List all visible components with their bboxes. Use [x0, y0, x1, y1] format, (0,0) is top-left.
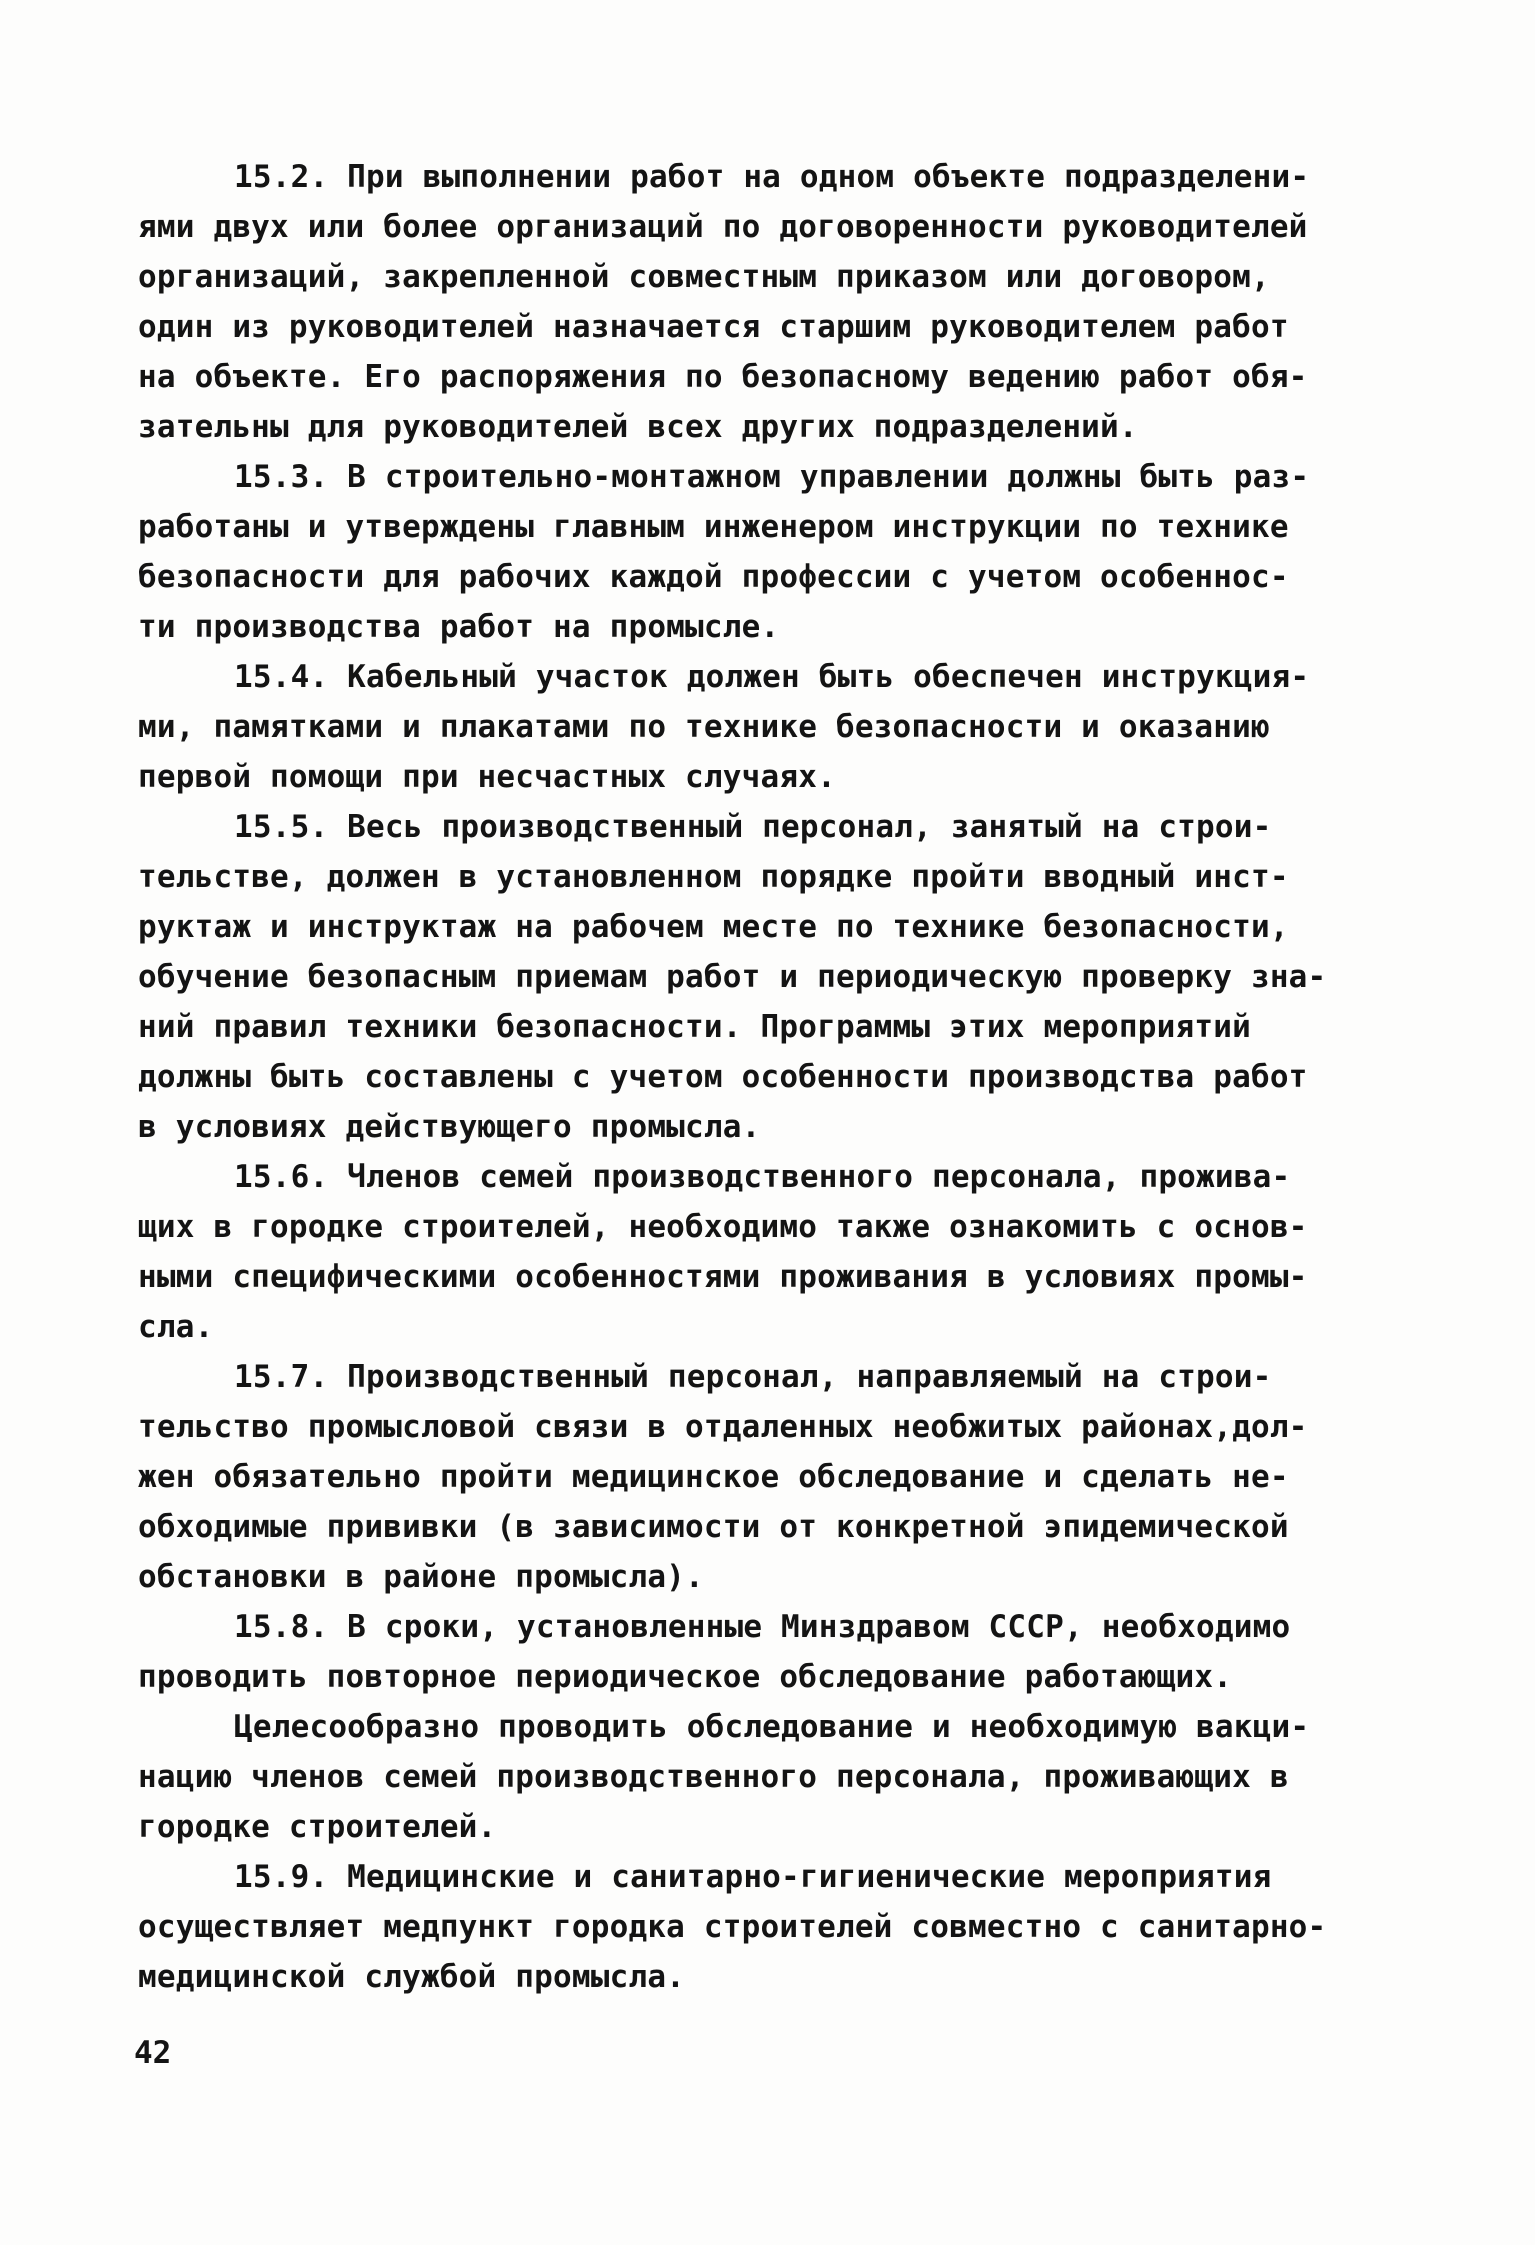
- text-line: обстановки в районе промысла).: [138, 1559, 704, 1595]
- text-line: щих в городке строителей, необходимо также ознакомить с основ-: [138, 1209, 1308, 1245]
- text-line: жен обязательно пройти медицинское обследование и сделать не-: [138, 1459, 1289, 1495]
- text-line: безопасности для рабочих каждой профессии с учетом особеннос-: [138, 559, 1289, 595]
- text-line: ными специфическими особенностями проживания в условиях промы-: [138, 1259, 1308, 1295]
- paragraph-start-line: 15.4. Кабельный участок должен быть обеспечен инструкция-: [234, 659, 1310, 695]
- text-line: осуществляет медпункт городка строителей совместно с санитарно-: [138, 1909, 1327, 1945]
- text-line: ми, памятками и плакатами по технике безопасности и оказанию: [138, 709, 1270, 745]
- text-line: ти производства работ на промысле.: [138, 609, 780, 645]
- paragraph-start-line: 15.7. Производственный персонал, направляемый на строи-: [234, 1359, 1272, 1395]
- text-line: руктаж и инструктаж на рабочем месте по технике безопасности,: [138, 909, 1289, 945]
- text-line: на объекте. Его распоряжения по безопасному ведению работ обя-: [138, 359, 1308, 395]
- page-number: 42: [134, 2035, 172, 2071]
- text-line: обучение безопасным приемам работ и периодическую проверку зна-: [138, 959, 1327, 995]
- paragraph-start-line: 15.8. В сроки, установленные Минздравом СССР, необходимо: [234, 1609, 1291, 1645]
- text-line: организаций, закрепленной совместным приказом или договором,: [138, 259, 1270, 295]
- paragraph-start-line: 15.6. Членов семей производственного персонала, прожива-: [234, 1159, 1291, 1195]
- text-line: тельстве, должен в установленном порядке пройти вводный инст-: [138, 859, 1289, 895]
- text-line: тельство промысловой связи в отдаленных необжитых районах,дол-: [138, 1409, 1308, 1445]
- text-line: проводить повторное периодическое обследование работающих.: [138, 1659, 1233, 1695]
- paragraph-start-line: Целесообразно проводить обследование и необходимую вакци-: [234, 1709, 1310, 1745]
- text-line: нацию членов семей производственного персонала, проживающих в: [138, 1759, 1289, 1795]
- paragraph-start-line: 15.2. При выполнении работ на одном объекте подразделени-: [234, 159, 1310, 195]
- text-line: должны быть составлены с учетом особенности производства работ: [138, 1059, 1308, 1095]
- text-line: ями двух или более организаций по договоренности руководителей: [138, 209, 1308, 245]
- text-line: городке строителей.: [138, 1809, 497, 1845]
- paragraph-start-line: 15.5. Весь производственный персонал, занятый на строи-: [234, 809, 1272, 845]
- text-line: один из руководителей назначается старшим руководителем работ: [138, 309, 1289, 345]
- text-line: медицинской службой промысла.: [138, 1959, 686, 1995]
- text-line: работаны и утверждены главным инженером инструкции по технике: [138, 509, 1289, 545]
- text-line: обходимые прививки (в зависимости от конкретной эпидемической: [138, 1509, 1289, 1545]
- text-line: зательны для руководителей всех других подразделений.: [138, 409, 1138, 445]
- paragraph-start-line: 15.9. Медицинские и санитарно-гигиенические мероприятия: [234, 1859, 1272, 1895]
- text-line: сла.: [138, 1309, 214, 1345]
- text-line: ний правил техники безопасности. Программы этих мероприятий: [138, 1009, 1251, 1045]
- text-line: первой помощи при несчастных случаях.: [138, 759, 836, 795]
- paragraph-start-line: 15.3. В строительно-монтажном управлении должны быть раз-: [234, 459, 1310, 495]
- text-line: в условиях действующего промысла.: [138, 1109, 761, 1145]
- document-body: [138, 152, 1408, 2002]
